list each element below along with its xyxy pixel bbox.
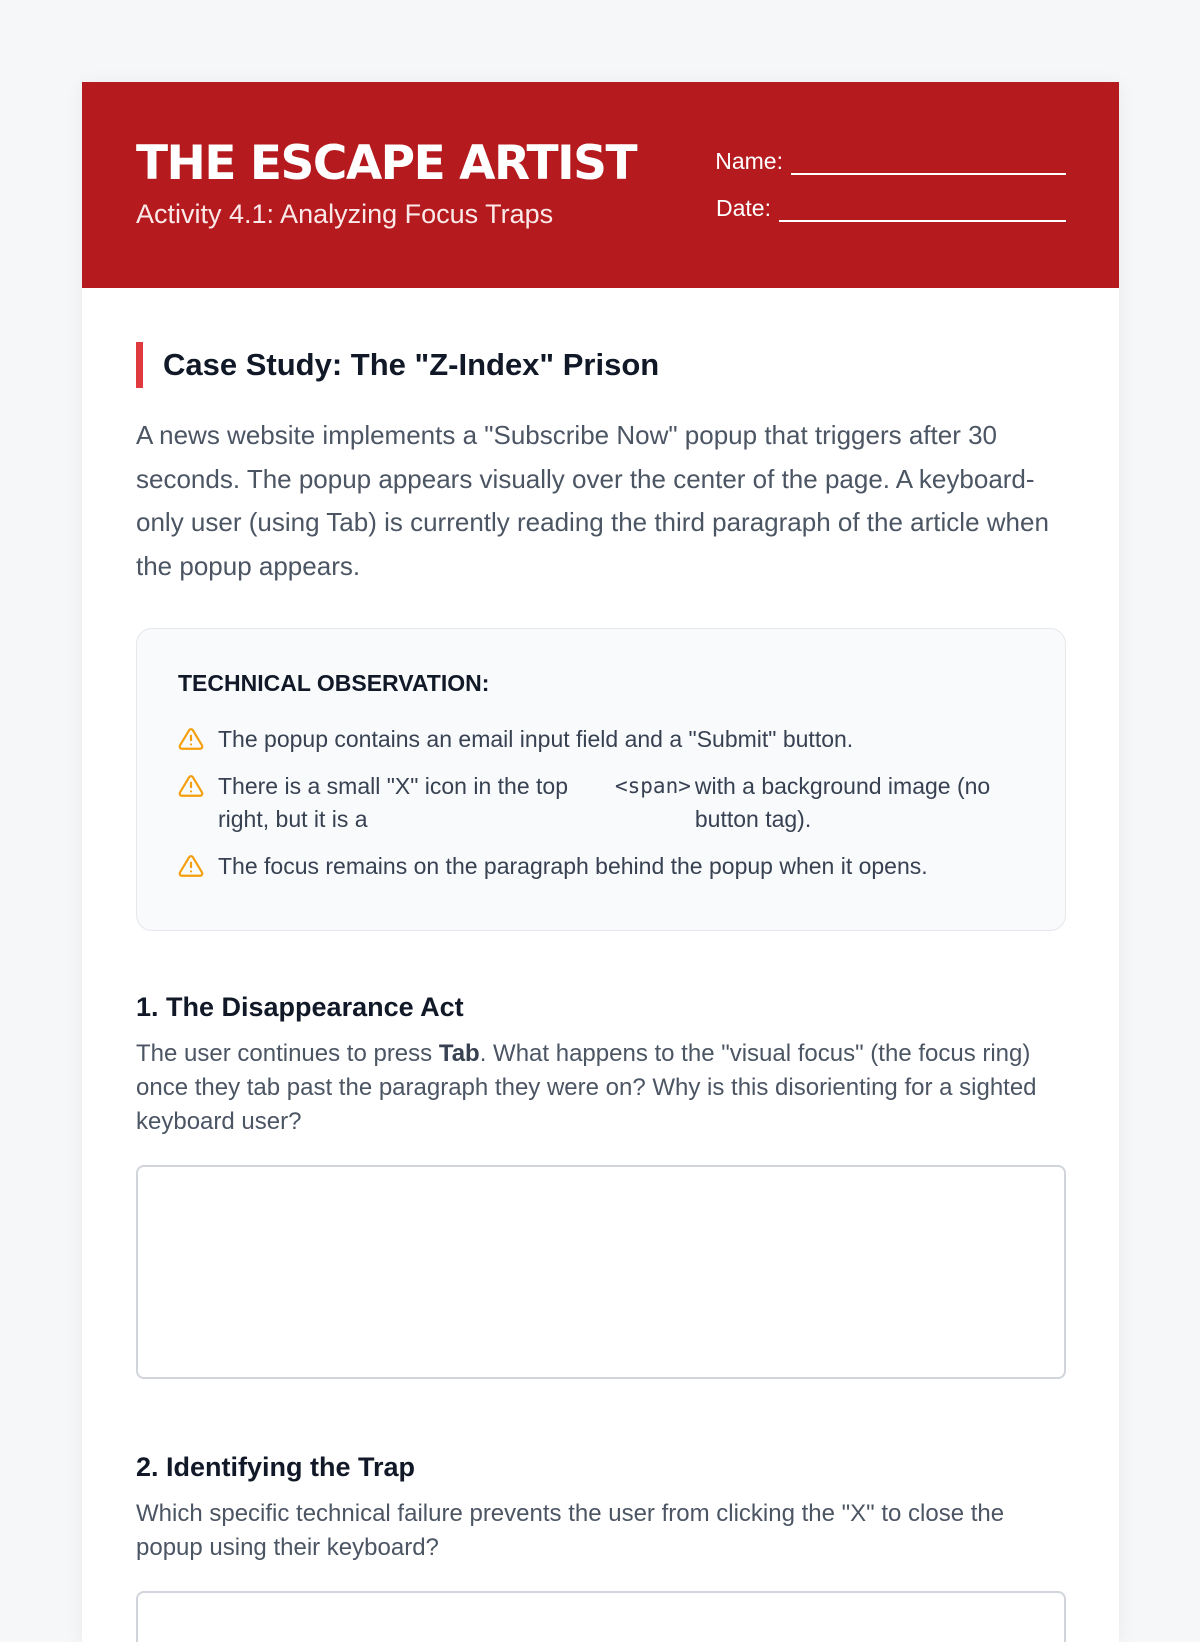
technical-observation-box (136, 628, 1066, 931)
observation-title: TECHNICAL OBSERVATION: (178, 670, 490, 696)
observation-text: The popup contains an email input field and a "Submit" button. (218, 726, 854, 752)
question-title: 2. Identifying the Trap (136, 1452, 416, 1482)
answer-box[interactable] (136, 1591, 1066, 1642)
warning-triangle-icon (178, 726, 204, 752)
question-2 (136, 1447, 1066, 1642)
worksheet-subtitle: Activity 4.1: Analyzing Focus Traps (136, 199, 554, 229)
question-keyword-tab: Tab (438, 1040, 480, 1067)
observation-item (178, 723, 1025, 756)
warning-triangle-icon (178, 773, 204, 799)
name-blank-line (791, 151, 1066, 175)
worksheet-header (82, 82, 1119, 288)
date-field (716, 195, 1066, 222)
name-label: Name: (715, 148, 783, 174)
question-text: Which specific technical failure prevents the user from clicking the "X" to close the popup using their keyboard? (136, 1500, 1005, 1561)
answer-box[interactable] (136, 1165, 1066, 1379)
observation-text: There is a small "X" icon in the top right, but it is a (218, 773, 568, 832)
observation-text: The focus remains on the paragraph behind the popup when it opens. (218, 853, 928, 879)
observation-item (178, 850, 1025, 883)
observation-text: with a background image (no button tag). (694, 773, 991, 832)
name-field (715, 148, 1066, 175)
date-blank-line (779, 198, 1066, 222)
worksheet-title: THE ESCAPE ARTIST (136, 136, 637, 191)
question-text (136, 1037, 1066, 1139)
observation-item (178, 770, 1025, 836)
question-title: 1. The Disappearance Act (136, 992, 464, 1022)
question-1 (136, 987, 1066, 1379)
case-study-title: Case Study: The "Z-Index" Prison (136, 342, 1066, 388)
date-label: Date: (716, 195, 771, 221)
warning-triangle-icon (178, 853, 204, 879)
question-text-end: . What happens to the "visual focus" (the focus ring) once they tab past the paragraph they were on? Why is this disorienting for a sighted keyboard user? (136, 1040, 1037, 1135)
question-text-start: The user continues to press (136, 1040, 439, 1067)
span-code-snippet: <span> (615, 774, 691, 798)
worksheet-content (136, 342, 1066, 1642)
worksheet-page (82, 82, 1119, 1642)
case-study-text: A news website implements a "Subscribe Now" popup that triggers after 30 seconds. The popup appears visually over the center of the page. A keyboard-only user (using Tab) is currently reading the third paragraph of the article when the popup appears. (136, 420, 1049, 581)
